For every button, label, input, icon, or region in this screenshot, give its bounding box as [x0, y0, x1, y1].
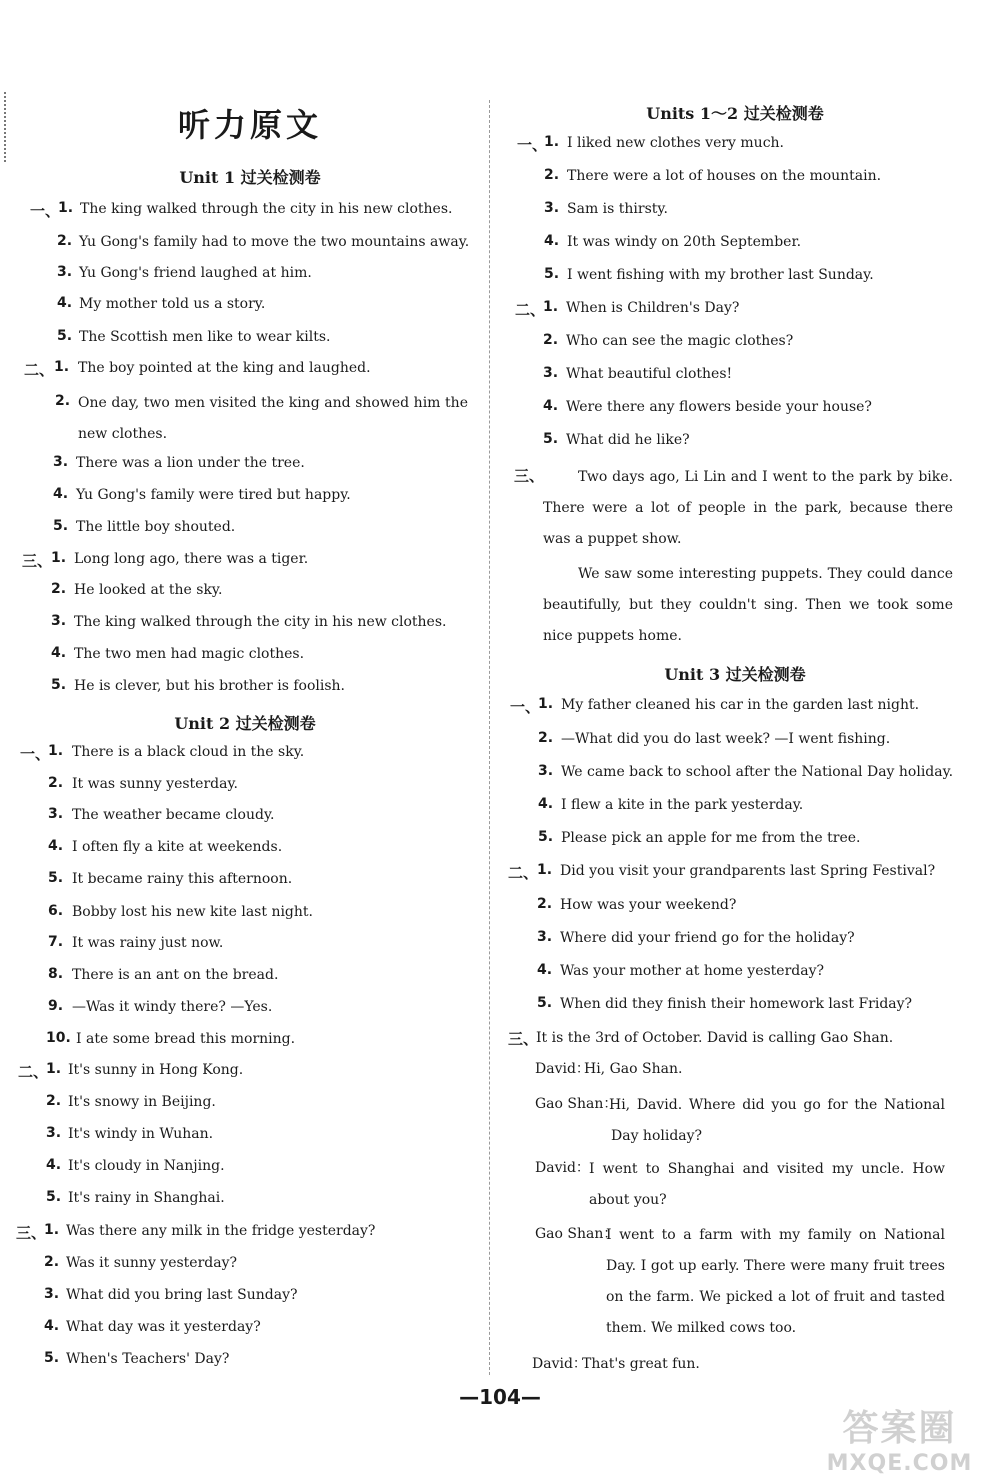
- passage-paragraph: We saw some interesting puppets. They could dance beautifully, but they couldn't sing. Then we took some nice puppets home.: [543, 566, 953, 644]
- dialogue-line: [535, 1154, 945, 1216]
- dialogue-line: [535, 1220, 945, 1344]
- item-number: 5.: [53, 518, 69, 534]
- page-title: 听力原文: [177, 106, 322, 144]
- list-item: It's snowy in Beijing.: [68, 1094, 216, 1110]
- item-number: 4.: [538, 796, 554, 812]
- item-number: 5.: [48, 870, 64, 886]
- list-item: What did he like?: [566, 432, 690, 448]
- item-number: 5.: [537, 995, 553, 1011]
- item-number: 2.: [57, 233, 73, 249]
- list-item: Was your mother at home yesterday?: [560, 963, 825, 979]
- list-item: There is a black cloud in the sky.: [72, 744, 305, 760]
- item-number: 9.: [48, 998, 64, 1014]
- list-item: Long long ago, there was a tiger.: [74, 551, 309, 567]
- list-item: Did you visit your grandparents last Spring Festival?: [560, 863, 936, 879]
- item-number: 2.: [55, 393, 71, 409]
- item-number: 3.: [543, 365, 559, 381]
- list-item: Please pick an apple for me from the tree.: [561, 830, 861, 846]
- item-number: 1.: [538, 696, 554, 712]
- item-number: 1.: [544, 134, 560, 150]
- section-label: 三、: [22, 552, 53, 570]
- list-item: It's cloudy in Nanjing.: [68, 1158, 225, 1174]
- dialogue-intro: It is the 3rd of October. David is calling Gao Shan.: [536, 1030, 894, 1046]
- item-number: 5.: [543, 431, 559, 447]
- item-number: 5.: [538, 829, 554, 845]
- item-number: 4.: [544, 233, 560, 249]
- watermark: [817, 1400, 982, 1476]
- item-number: 3.: [51, 613, 67, 629]
- item-number: 4.: [51, 645, 67, 661]
- list-item: We came back to school after the National Day holiday.: [561, 764, 954, 780]
- list-item: When did they finish their homework last Friday?: [560, 996, 913, 1012]
- list-item: The boy pointed at the king and laughed.: [78, 360, 371, 376]
- list-item: There is an ant on the bread.: [72, 967, 279, 983]
- list-item: Bobby lost his new kite last night.: [72, 904, 313, 920]
- list-item: I liked new clothes very much.: [567, 135, 785, 151]
- list-item: The king walked through the city in his new clothes.: [80, 201, 453, 217]
- section-label: 一、: [517, 136, 548, 154]
- list-item: Yu Gong's family were tired but happy.: [76, 487, 351, 503]
- list-item: There was a lion under the tree.: [76, 455, 305, 471]
- item-number: 1.: [44, 1222, 60, 1238]
- item-number: 4.: [57, 295, 73, 311]
- list-item: I ate some bread this morning.: [76, 1031, 296, 1047]
- list-item: It was windy on 20th September.: [567, 234, 802, 250]
- list-item: It's windy in Wuhan.: [68, 1126, 214, 1142]
- section-label: 二、: [515, 301, 546, 319]
- item-number: 1.: [46, 1061, 62, 1077]
- list-item: What beautiful clothes!: [566, 366, 733, 382]
- units12-title: Units 1～2 过关检测卷: [646, 104, 824, 123]
- item-number: 4.: [537, 962, 553, 978]
- item-number: 5.: [51, 677, 67, 693]
- list-item: My mother told us a story.: [79, 296, 266, 312]
- item-number: 2.: [538, 730, 554, 746]
- list-item: Was there any milk in the fridge yesterday?: [66, 1223, 376, 1239]
- list-item: Was it sunny yesterday?: [66, 1255, 238, 1271]
- list-item: It was rainy just now.: [72, 935, 224, 951]
- item-number: 2.: [48, 775, 64, 791]
- dialogue-line: Hi, Gao Shan.: [584, 1061, 683, 1077]
- item-number: 4.: [53, 486, 69, 502]
- item-number: 3.: [538, 763, 554, 779]
- section-label: 一、: [30, 202, 61, 220]
- dialogue-text: I went to Shanghai and visited my uncle. How about you?: [589, 1161, 945, 1208]
- item-number: 1.: [51, 550, 67, 566]
- dialogue-line: That's great fun.: [582, 1356, 700, 1372]
- list-item: My father cleaned his car in the garden last night.: [561, 697, 920, 713]
- list-item: It's rainy in Shanghai.: [68, 1190, 225, 1206]
- list-item: The two men had magic clothes.: [74, 646, 305, 662]
- item-number: 5.: [44, 1350, 60, 1366]
- item-number: 1.: [543, 299, 559, 315]
- section-label: 二、: [24, 361, 55, 379]
- item-number: 5.: [57, 328, 73, 344]
- item-number: 2.: [537, 896, 553, 912]
- list-item: The weather became cloudy.: [72, 807, 275, 823]
- section-label: 三、: [508, 1030, 539, 1048]
- list-item: When is Children's Day?: [566, 300, 740, 316]
- list-item: The Scottish men like to wear kilts.: [79, 329, 331, 345]
- item-number: 2.: [544, 167, 560, 183]
- list-item: I flew a kite in the park yesterday.: [561, 797, 804, 813]
- item-number: 2.: [543, 332, 559, 348]
- item-number: 4.: [44, 1318, 60, 1334]
- item-number: 4.: [48, 838, 64, 854]
- list-item: Yu Gong's friend laughed at him.: [79, 265, 312, 281]
- list-item: He is clever, but his brother is foolish.: [74, 678, 346, 694]
- list-item: —What did you do last week? —I went fishing.: [561, 731, 891, 747]
- item-number: 6.: [48, 903, 64, 919]
- speaker-label: Gao Shan：: [535, 1226, 618, 1242]
- item-number: 4.: [46, 1157, 62, 1173]
- unit3-title: Unit 3 过关检测卷: [664, 665, 806, 684]
- item-number: 3.: [53, 454, 69, 470]
- section-label: 三、: [514, 467, 545, 485]
- item-number: 3.: [44, 1286, 60, 1302]
- list-item: He looked at the sky.: [74, 582, 223, 598]
- passage-paragraph: Two days ago, Li Lin and I went to the park by bike. There were a lot of people in the park, because there was a puppet show.: [543, 469, 953, 547]
- column-divider: [489, 100, 490, 1375]
- page-number: —104—: [459, 1385, 541, 1409]
- list-item: Sam is thirsty.: [567, 201, 668, 217]
- item-number: 1.: [537, 862, 553, 878]
- list-item: There were a lot of houses on the mountain.: [567, 168, 882, 184]
- list-item: Yu Gong's family had to move the two mountains away.: [79, 234, 470, 250]
- item-number: 3.: [46, 1125, 62, 1141]
- list-item: I often fly a kite at weekends.: [72, 839, 283, 855]
- item-number: 5.: [46, 1189, 62, 1205]
- list-item: The little boy shouted.: [76, 519, 236, 535]
- unit1-title: Unit 1 过关检测卷: [179, 168, 321, 187]
- speaker-label: David：: [532, 1356, 587, 1372]
- section-label: 三、: [16, 1224, 47, 1242]
- list-item: It's sunny in Hong Kong.: [68, 1062, 244, 1078]
- item-number: 3.: [57, 264, 73, 280]
- item-number: 3.: [537, 929, 553, 945]
- watermark-url: MXQE.COM: [826, 1451, 973, 1476]
- list-item: —Was it windy there? —Yes.: [72, 999, 273, 1015]
- list-item: Where did your friend go for the holiday?: [560, 930, 855, 946]
- item-number: 3.: [48, 806, 64, 822]
- item-number: 2.: [46, 1093, 62, 1109]
- unit2-title: Unit 2 过关检测卷: [174, 714, 316, 733]
- list-item: When's Teachers' Day?: [66, 1351, 230, 1367]
- item-number: 1.: [48, 743, 64, 759]
- list-item: What did you bring last Sunday?: [66, 1287, 298, 1303]
- list-item: Were there any flowers beside your house?: [566, 399, 872, 415]
- item-number: 2.: [44, 1254, 60, 1270]
- speaker-label: Gao Shan：: [535, 1096, 618, 1112]
- item-number: 2.: [51, 581, 67, 597]
- item-number: 4.: [543, 398, 559, 414]
- section-label: 一、: [510, 698, 541, 716]
- item-number: 1.: [58, 200, 74, 216]
- item-number: 8.: [48, 966, 64, 982]
- list-item: The king walked through the city in his new clothes.: [74, 614, 447, 630]
- item-number: 7.: [48, 934, 64, 950]
- list-item: What day was it yesterday?: [66, 1319, 261, 1335]
- dialogue-text: I went to a farm with my family on National Day. I got up early. There were many fruit trees on the farm. We picked a lot of fruit and tasted them. We milked cows too.: [606, 1227, 945, 1336]
- section-label: 二、: [508, 864, 539, 882]
- speaker-label: David：: [535, 1160, 590, 1176]
- dialogue-text: Hi, David. Where did you go for the National Day holiday?: [609, 1097, 945, 1144]
- section-label: 二、: [18, 1063, 49, 1081]
- section-label: 一、: [20, 745, 51, 763]
- item-number: 1.: [54, 359, 70, 375]
- dialogue-line: [535, 1090, 945, 1152]
- list-item: It was sunny yesterday.: [72, 776, 238, 792]
- watermark-logo: 答案圈: [842, 1408, 957, 1449]
- item-number: 3.: [544, 200, 560, 216]
- list-item: Who can see the magic clothes?: [566, 333, 794, 349]
- list-item: It became rainy this afternoon.: [72, 871, 293, 887]
- list-item: I went fishing with my brother last Sunday.: [567, 267, 874, 283]
- list-item: One day, two men visited the king and showed him the new clothes.: [78, 395, 468, 442]
- list-item: How was your weekend?: [560, 897, 737, 913]
- speaker-label: David：: [535, 1061, 590, 1077]
- item-number: 5.: [544, 266, 560, 282]
- item-number: 10.: [46, 1030, 71, 1046]
